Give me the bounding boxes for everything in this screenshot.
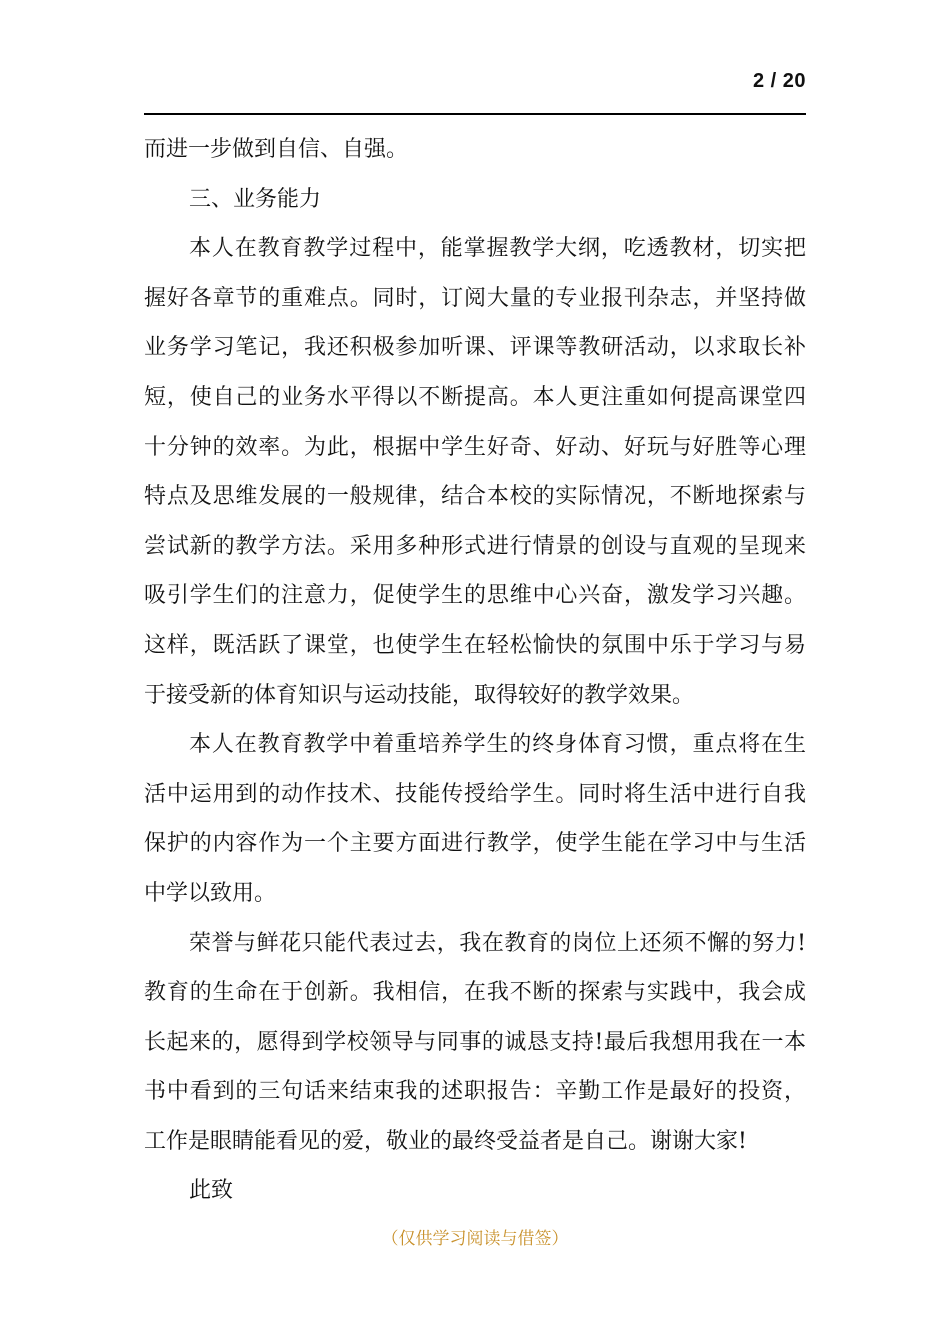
text-line: 十分钟的效率。为此，根据中学生好奇、好动、好玩与好胜等心理 xyxy=(144,434,806,460)
text-line: 业务学习笔记，我还积极参加听课、评课等教研活动，以求取长补 xyxy=(144,335,806,361)
text-line: 中学以致用。 xyxy=(144,880,277,906)
text-line: 三、业务能力 xyxy=(189,186,322,212)
text-line: 书中看到的三句话来结束我的述职报告：辛勤工作是最好的投资， xyxy=(144,1079,806,1105)
text-line: 吸引学生们的注意力，促使学生的思维中心兴奋，激发学习兴趣。 xyxy=(144,583,806,609)
text-line: 此致 xyxy=(189,1178,234,1204)
text-line: 保护的内容作为一个主要方面进行教学，使学生能在学习中与生活 xyxy=(144,831,806,857)
text-line: 短，使自己的业务水平得以不断提高。本人更注重如何提高课堂四 xyxy=(144,384,806,410)
text-line: 而进一步做到自信、自强。 xyxy=(144,137,409,162)
text-line: 本人在教育教学中着重培养学生的终身体育习惯，重点将在生 xyxy=(189,732,806,758)
text-line: 长起来的，愿得到学校领导与同事的诚恳支持!最后我想用我在一本 xyxy=(144,1029,806,1055)
text-line: 于接受新的体育知识与运动技能，取得较好的教学效果。 xyxy=(144,682,695,708)
text-line: 荣誉与鲜花只能代表过去，我在教育的岗位上还须不懈的努力! xyxy=(189,930,806,956)
footer-note: （仅供学习阅读与借签） xyxy=(381,1229,569,1249)
text-line: 这样，既活跃了课堂，也使学生在轻松愉快的氛围中乐于学习与易 xyxy=(144,632,806,658)
text-line: 特点及思维发展的一般规律，结合本校的实际情况，不断地探索与 xyxy=(144,484,806,510)
text-line: 工作是眼睛能看见的爱，敬业的最终受益者是自己。谢谢大家! xyxy=(144,1128,747,1154)
header-rule xyxy=(144,113,806,115)
text-line: 活中运用到的动作技术、技能传授给学生。同时将生活中进行自我 xyxy=(144,781,806,807)
text-line: 教育的生命在于创新。我相信，在我不断的探索与实践中，我会成 xyxy=(144,980,806,1006)
document-body xyxy=(144,125,806,1216)
page-number: 2 / 20 xyxy=(752,70,806,92)
text-line: 本人在教育教学过程中，能掌握教学大纲，吃透教材，切实把 xyxy=(189,236,806,262)
text-line: 尝试新的教学方法。采用多种形式进行情景的创设与直观的呈现来 xyxy=(144,533,806,559)
text-line: 握好各章节的重难点。同时，订阅大量的专业报刊杂志，并坚持做 xyxy=(144,285,806,311)
